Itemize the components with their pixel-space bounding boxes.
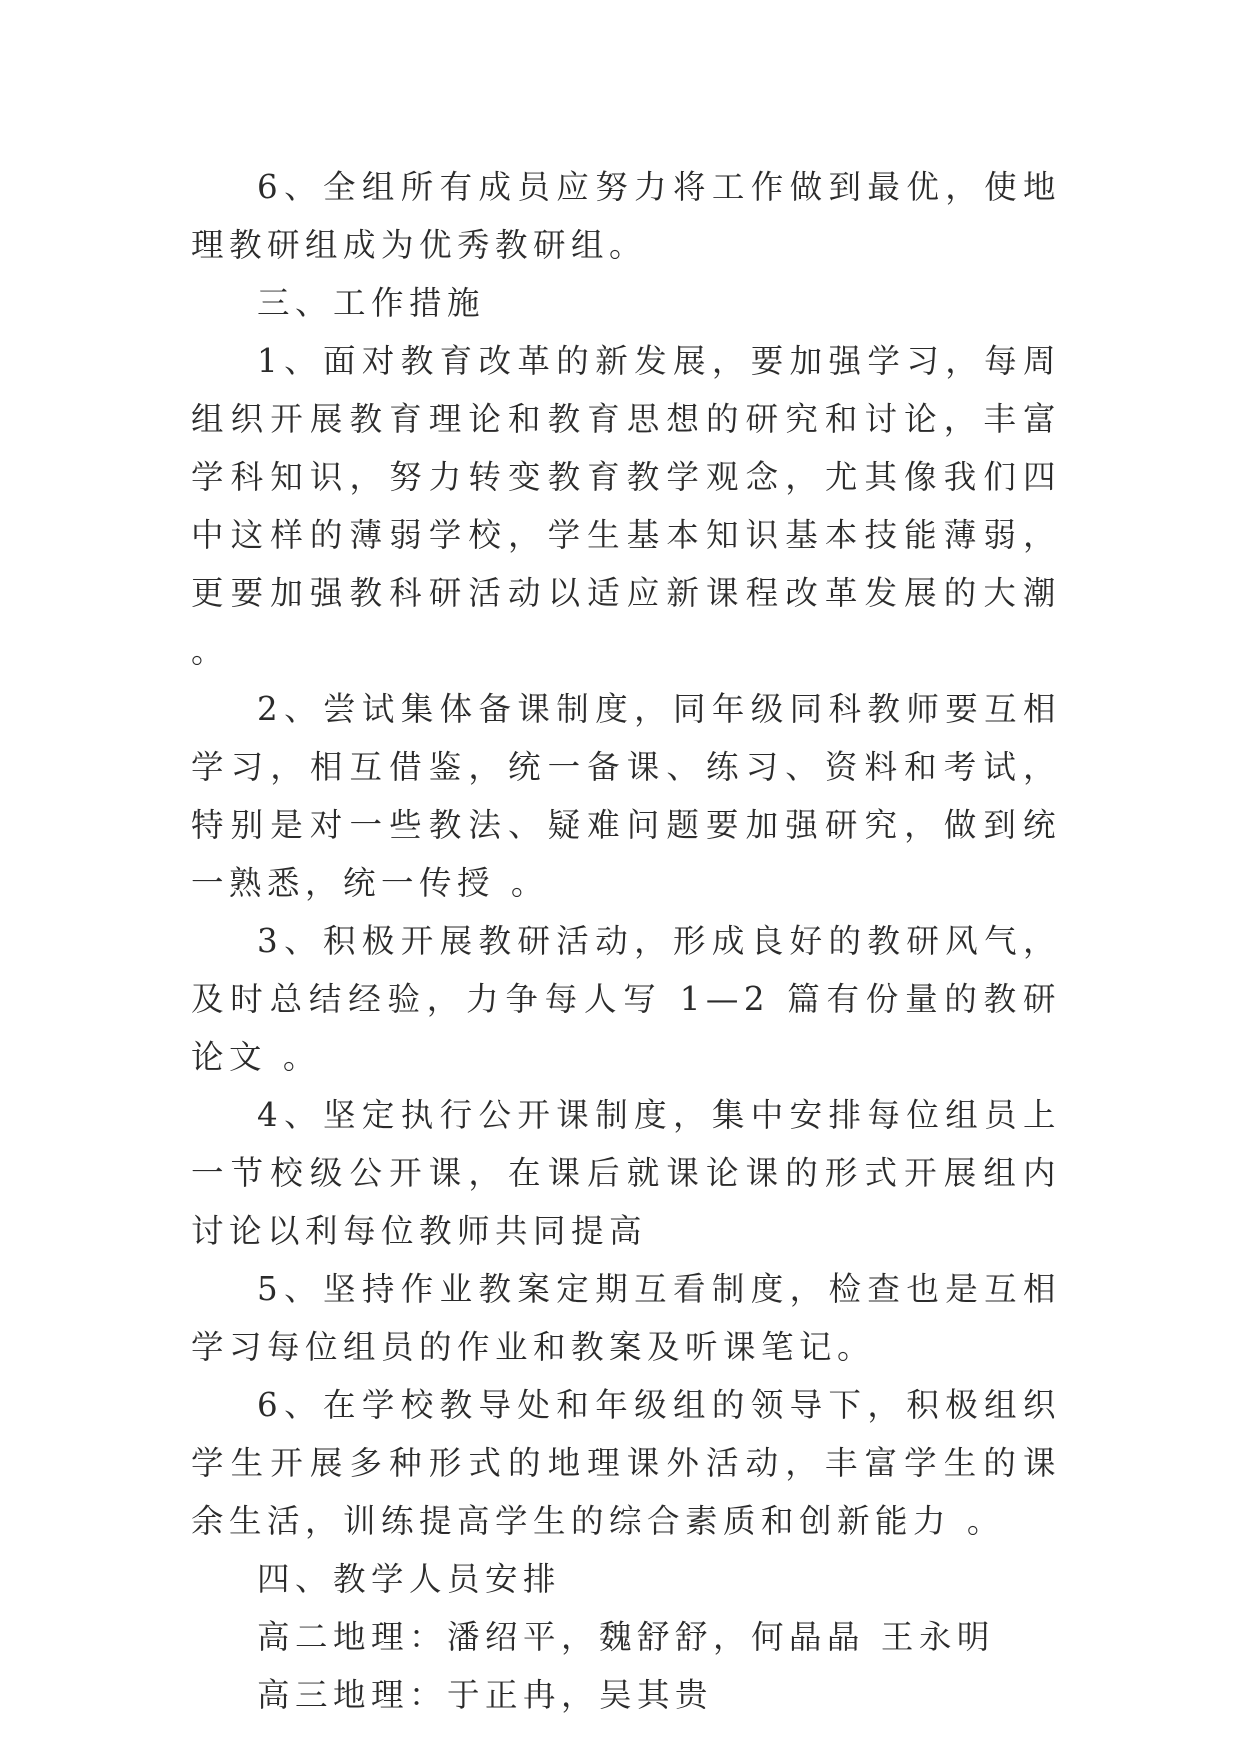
paragraph-measure-2: 2、尝试集体备课制度，同年级同科教师要互相学习，相互借鉴，统一备课、练习、资料和考试，特别是对一些教法、疑难问题要加强研究，做到统一熟悉，统一传授 。 xyxy=(191,690,1061,902)
paragraph-measure-3: 3、积极开展教研活动，形成良好的教研风气，及时总结经验，力争每人写 1—2 篇有份量的教研论文 。 xyxy=(191,922,1061,1076)
paragraph-measure-5: 5、坚持作业教案定期互看制度，检查也是互相学习每位组员的作业和教案及听课笔记。 xyxy=(191,1270,1061,1366)
document-body xyxy=(191,158,1061,1724)
paragraph-measure-4: 4、坚定执行公开课制度，集中安排每位组员上一节校级公开课，在课后就课论课的形式开展组内讨论以利每位教师共同提高 xyxy=(191,1096,1061,1250)
staff-grade-2: 高二地理：潘绍平，魏舒舒，何晶晶 王永明 xyxy=(257,1618,995,1656)
section-heading-staff: 四、教学人员安排 xyxy=(257,1560,562,1598)
staff-grade-3: 高三地理：于正冉，吴其贵 xyxy=(257,1676,714,1714)
paragraph-measure-1: 1、面对教育改革的新发展，要加强学习，每周组织开展教育理论和教育思想的研究和讨论，丰富学科知识，努力转变教育教学观念，尤其像我们四中这样的薄弱学校，学生基本知识基本技能薄弱，更要加强教科研活动以适应新课程改革发展的大潮 。 xyxy=(191,342,1061,670)
paragraph-goal-6: 6、全组所有成员应努力将工作做到最优，使地理教研组成为优秀教研组。 xyxy=(191,168,1061,264)
section-heading-measures: 三、工作措施 xyxy=(257,284,486,322)
paragraph-measure-6: 6、在学校教导处和年级组的领导下，积极组织学生开展多种形式的地理课外活动，丰富学生的课余生活，训练提高学生的综合素质和创新能力 。 xyxy=(191,1386,1061,1540)
